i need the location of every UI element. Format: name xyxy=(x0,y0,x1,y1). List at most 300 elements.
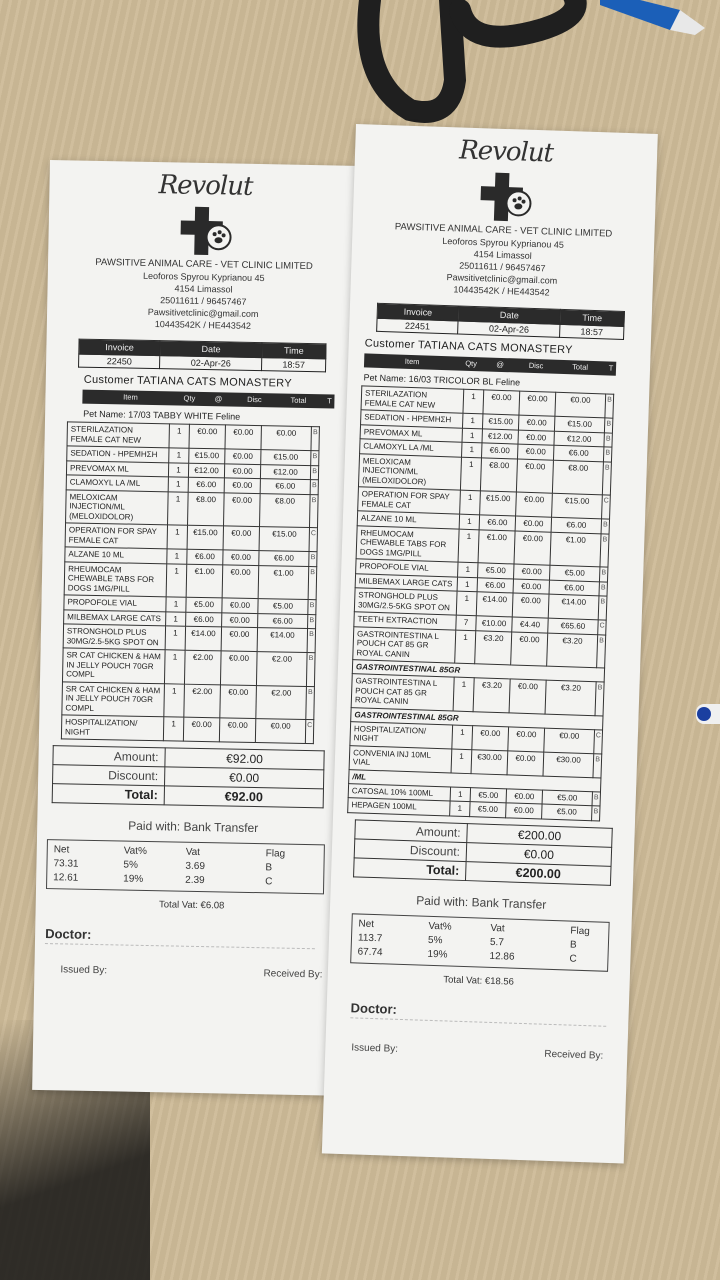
col-disc: Disc xyxy=(528,360,544,371)
phones: 25011611 / 96457467 xyxy=(459,260,546,274)
discount-value: €0.00 xyxy=(466,842,612,866)
item-name: MILBEMAX LARGE CATS xyxy=(355,573,457,591)
items-header xyxy=(364,353,616,375)
table-row xyxy=(64,561,317,599)
item-flag: C xyxy=(305,720,314,744)
item-name: MILBEMAX LARGE CATS xyxy=(64,609,166,625)
item-disc: €0.00 xyxy=(514,530,551,565)
item-price: €8.00 xyxy=(188,492,225,526)
vat-cell: 12.61 xyxy=(53,872,79,884)
item-total: €15.00 xyxy=(554,416,604,432)
invoice-time: 18:57 xyxy=(560,324,624,339)
total-value: €200.00 xyxy=(465,861,611,885)
item-price: €15.00 xyxy=(480,491,517,516)
item-name: RHEUMOCAM CHEWABLE TABS FOR DOGS 1MG/PILL xyxy=(356,525,459,562)
col-at: @ xyxy=(496,359,505,370)
item-qty: 1 xyxy=(458,529,479,563)
item-disc: €0.00 xyxy=(506,803,542,819)
vat-cell: 5% xyxy=(123,859,139,871)
item-disc: €0.00 xyxy=(220,684,257,718)
item-disc: €0.00 xyxy=(224,463,260,478)
item-qty: 1 xyxy=(462,428,482,443)
item-qty: 1 xyxy=(460,490,481,515)
items-table xyxy=(347,385,614,821)
vat-cell: 5% xyxy=(427,934,443,946)
pet-name: Pet Name: 16/03 TRICOLOR BL Feline xyxy=(363,372,521,388)
item-disc: €0.00 xyxy=(515,516,551,532)
customer: Customer TATIANA CATS MONASTERY xyxy=(83,373,293,390)
col-disc: Disc xyxy=(247,394,262,405)
item-qty: 1 xyxy=(455,630,476,664)
doctor-label: Doctor: xyxy=(45,926,315,949)
item-disc: €0.00 xyxy=(516,492,553,517)
item-disc: €0.00 xyxy=(512,593,549,618)
item-flag: B xyxy=(310,480,318,495)
item-disc: €0.00 xyxy=(223,526,259,551)
item-qty: 1 xyxy=(167,549,187,564)
vat-cell: C xyxy=(265,876,273,888)
invoice-label: Invoice xyxy=(79,339,161,356)
item-qty: 1 xyxy=(462,442,482,457)
item-price: €6.00 xyxy=(188,477,224,492)
item-name: STRONGHOLD PLUS 30MG/2.5-5KG SPOT ON xyxy=(63,624,165,650)
item-name: GASTROINTESTINA L POUCH CAT 85 GR ROYAL CANIN xyxy=(353,626,456,663)
item-name: PREVOMAX ML xyxy=(360,424,462,442)
item-price: €15.00 xyxy=(482,414,518,430)
item-total: €6.00 xyxy=(258,613,308,628)
col-total: Total xyxy=(290,395,307,405)
item-price: €2.00 xyxy=(184,650,221,684)
paid-with: Paid with: Bank Transfer xyxy=(128,818,259,836)
item-qty: 1 xyxy=(463,389,484,414)
item-name: TEETH EXTRACTION xyxy=(354,612,456,630)
total-label: Total: xyxy=(354,857,467,880)
vat-cell: 19% xyxy=(123,873,144,885)
item-price: €12.00 xyxy=(482,428,518,444)
item-price: €6.00 xyxy=(479,515,515,531)
amount-label: Amount: xyxy=(53,746,165,767)
item-flag: C xyxy=(309,528,318,552)
items-table xyxy=(61,421,320,744)
item-qty: 1 xyxy=(163,717,183,741)
invoice-info xyxy=(376,303,625,340)
item-name: HEPAGEN 100ML xyxy=(348,798,450,816)
vat-cell: Flag xyxy=(570,925,591,937)
item-flag: B xyxy=(311,427,320,451)
item-name: STRONGHOLD PLUS 30MG/2.5-5KG SPOT ON xyxy=(354,588,457,615)
item-total: €6.00 xyxy=(549,580,599,596)
item-price: €1.00 xyxy=(478,529,515,564)
item-price: €0.00 xyxy=(189,424,225,449)
date-label: Date xyxy=(160,341,262,358)
time-label: Time xyxy=(262,343,326,359)
vat-cell: Vat% xyxy=(428,920,452,933)
col-at: @ xyxy=(214,394,223,404)
item-name: OPERATION FOR SPAY FEMALE CAT xyxy=(358,487,461,514)
item-disc: €4.40 xyxy=(512,617,548,633)
item-total: €5.00 xyxy=(258,599,308,614)
vat-cell: 2.39 xyxy=(185,874,205,887)
item-disc: €0.00 xyxy=(519,391,556,416)
item-flag: B xyxy=(311,451,319,466)
item-flag: B xyxy=(598,596,607,620)
item-flag: B xyxy=(306,686,315,720)
date-label: Date xyxy=(458,306,560,324)
pet-name: Pet Name: 17/03 TABBY WHITE Feline xyxy=(83,408,241,422)
item-disc: €0.00 xyxy=(221,627,257,652)
item-flag: B xyxy=(595,682,604,716)
item-total: €0.00 xyxy=(555,392,606,418)
item-flag: B xyxy=(310,465,318,480)
item-flag: B xyxy=(605,394,614,418)
totals xyxy=(52,745,325,808)
item-flag: B xyxy=(306,653,315,687)
item-name: STERILAZATION FEMALE CAT NEW xyxy=(67,422,169,448)
item-price: €6.00 xyxy=(482,443,518,459)
item-flag: B xyxy=(308,600,316,615)
signature: Revolut xyxy=(458,135,554,169)
invoice-label: Invoice xyxy=(377,303,459,321)
item-total: €1.00 xyxy=(258,565,309,599)
total-vat: Total Vat: €18.56 xyxy=(443,973,515,988)
item-disc: €0.00 xyxy=(225,449,261,464)
item-flag: B xyxy=(602,461,611,495)
city: 4154 Limassol xyxy=(174,283,233,295)
item-total: €12.00 xyxy=(554,431,604,447)
item-total: €15.00 xyxy=(259,527,309,552)
item-disc: €0.00 xyxy=(509,679,546,714)
city: 4154 Limassol xyxy=(473,248,532,261)
item-total: €2.00 xyxy=(256,652,307,686)
item-disc: €0.00 xyxy=(225,425,261,450)
item-disc: €0.00 xyxy=(224,492,261,526)
item-name: SEDATION - ΗΡΕΜΗΣΗ xyxy=(67,446,169,462)
signoff xyxy=(60,964,322,980)
item-qty: 1 xyxy=(168,462,188,477)
paid-with: Paid with: Bank Transfer xyxy=(416,892,547,912)
item-qty: 1 xyxy=(169,424,189,448)
item-price: €0.00 xyxy=(472,725,509,750)
company-name: PAWSITIVE ANIMAL CARE - VET CLINIC LIMITED xyxy=(394,221,613,240)
item-qty: 1 xyxy=(459,514,479,529)
col-item: Item xyxy=(404,356,420,367)
item-qty: 1 xyxy=(452,725,473,750)
item-flag: B xyxy=(604,432,613,447)
received-by: Received By: xyxy=(263,968,323,981)
receipt-left xyxy=(32,160,362,1096)
col-flag: T xyxy=(608,363,614,373)
item-name: HOSPITALIZATION/ NIGHT xyxy=(350,721,453,748)
item-name: CLAMOXYL LA /ML xyxy=(360,439,462,457)
item-name: ALZANE 10 ML xyxy=(65,547,167,563)
item-flag: B xyxy=(601,519,610,534)
item-flag: B xyxy=(592,791,601,806)
item-flag: B xyxy=(604,418,613,433)
item-subline: /ML xyxy=(349,769,601,791)
address: Leoforos Spyrou Kyprianou 45 xyxy=(442,235,565,250)
item-total: €8.00 xyxy=(260,493,311,527)
address: Leoforos Spyrou Kyprianou 45 xyxy=(142,270,265,284)
total-label: Total: xyxy=(52,784,164,805)
item-disc: €0.00 xyxy=(223,550,259,565)
item-price: €10.00 xyxy=(476,616,512,632)
total-value: €92.00 xyxy=(164,786,323,808)
item-name: PREVOMAX ML xyxy=(66,460,168,476)
registration: 10443542K / HE443542 xyxy=(453,284,550,298)
item-total: €14.00 xyxy=(548,594,599,620)
signoff xyxy=(351,1042,603,1061)
vat-cell: C xyxy=(569,953,577,965)
registration: 10443542K / HE443542 xyxy=(154,319,251,331)
item-price: €14.00 xyxy=(185,626,221,651)
customer: Customer TATIANA CATS MONASTERY xyxy=(364,337,573,357)
item-disc: €0.00 xyxy=(222,598,258,613)
item-qty: 1 xyxy=(168,491,189,525)
item-qty: 1 xyxy=(462,413,482,428)
company-name: PAWSITIVE ANIMAL CARE - VET CLINIC LIMITED xyxy=(95,256,313,273)
item-flag: B xyxy=(603,447,612,462)
discount-value: €0.00 xyxy=(165,767,324,789)
item-name: SEDATION - ΗΡΕΜΗΣΗ xyxy=(361,410,463,428)
item-flag: B xyxy=(592,806,601,821)
doctor-label: Doctor: xyxy=(350,1000,606,1026)
amount-label: Amount: xyxy=(355,819,468,842)
invoice-date: 02-Apr-26 xyxy=(160,356,262,371)
clinic-logo-icon xyxy=(172,204,237,257)
item-disc: €0.00 xyxy=(518,430,554,446)
item-disc: €0.00 xyxy=(514,564,550,580)
vat-cell: B xyxy=(569,939,577,951)
item-name: SR CAT CHICKEN & HAM IN JELLY POUCH 70GR COMPL xyxy=(62,648,165,683)
item-flag: B xyxy=(597,634,606,668)
item-qty: 1 xyxy=(457,577,477,592)
item-total: €1.00 xyxy=(550,532,601,567)
item-price: €3.20 xyxy=(473,678,510,713)
phones: 25011611 / 96457467 xyxy=(160,295,247,307)
item-qty: 1 xyxy=(165,626,185,650)
table-row xyxy=(62,648,315,686)
email: Pawsitivetclinic@gmail.com xyxy=(147,306,259,320)
item-name: MELOXICAM INJECTION/ML (MELOXIDOLOR) xyxy=(358,453,461,490)
vat-cell: 113.7 xyxy=(357,932,383,944)
table-row xyxy=(62,681,315,719)
item-qty: 1 xyxy=(166,611,186,626)
item-flag: C xyxy=(598,620,607,635)
item-total: €15.00 xyxy=(261,450,311,465)
item-qty: 1 xyxy=(167,525,187,549)
item-qty: 1 xyxy=(169,448,189,463)
item-total: €0.00 xyxy=(261,426,311,451)
vat-table xyxy=(46,839,325,894)
item-qty: 1 xyxy=(164,683,185,717)
vat-cell: 67.74 xyxy=(357,946,383,958)
item-total: €30.00 xyxy=(543,752,594,778)
discount-label: Discount: xyxy=(53,765,165,786)
item-price: €5.00 xyxy=(186,597,222,612)
item-qty: 1 xyxy=(450,787,470,802)
item-flag: B xyxy=(309,552,317,567)
item-total: €65.60 xyxy=(548,618,598,634)
item-disc: €0.00 xyxy=(513,578,549,594)
item-disc: €0.00 xyxy=(508,726,545,751)
item-total: €2.00 xyxy=(256,685,307,719)
item-price: €6.00 xyxy=(477,577,513,593)
item-price: €5.00 xyxy=(470,802,506,818)
item-price: €6.00 xyxy=(187,549,223,564)
item-disc: €0.00 xyxy=(222,612,258,627)
item-total: €12.00 xyxy=(260,464,310,479)
clinic-logo-icon xyxy=(472,170,538,224)
vat-table xyxy=(350,913,610,972)
vat-cell: Vat xyxy=(490,922,505,934)
item-name: CATOSAL 10% 100ML xyxy=(348,783,450,801)
item-disc: €0.00 xyxy=(219,718,255,743)
received-by: Received By: xyxy=(544,1048,604,1062)
item-qty: 1 xyxy=(166,563,187,597)
invoice-info xyxy=(78,339,327,373)
item-flag: C xyxy=(602,495,611,519)
item-flag: B xyxy=(309,494,318,528)
receipt-right xyxy=(322,124,658,1163)
item-flag: B xyxy=(308,566,317,600)
item-name: MELOXICAM INJECTION/ML (MELOXIDOLOR) xyxy=(66,489,169,524)
item-name: HOSPITALIZATION/ NIGHT xyxy=(61,715,163,741)
signature: Revolut xyxy=(158,170,253,202)
item-flag: B xyxy=(599,581,608,596)
item-total: €6.00 xyxy=(260,479,310,494)
total-vat: Total Vat: €6.08 xyxy=(158,899,225,912)
item-qty: 1 xyxy=(164,650,185,684)
col-qty: Qty xyxy=(183,393,196,403)
item-price: €0.00 xyxy=(483,390,520,415)
issued-by: Issued By: xyxy=(60,964,108,977)
item-total: €3.20 xyxy=(547,633,598,668)
item-total: €0.00 xyxy=(544,728,595,754)
item-disc: €0.00 xyxy=(220,651,257,685)
vat-cell: 3.69 xyxy=(185,860,206,873)
vat-cell: B xyxy=(265,862,273,874)
col-total: Total xyxy=(571,362,589,372)
item-total: €5.00 xyxy=(542,804,592,820)
item-flag: B xyxy=(599,567,608,582)
item-disc: €0.00 xyxy=(518,415,554,431)
vat-cell: Net xyxy=(53,844,70,856)
item-qty: 1 xyxy=(460,457,481,491)
time-label: Time xyxy=(560,309,624,326)
item-total: €5.00 xyxy=(549,565,599,581)
items-header xyxy=(82,390,334,409)
amount-value: €92.00 xyxy=(165,748,324,770)
item-price: €15.00 xyxy=(189,448,225,463)
item-qty: 7 xyxy=(456,615,476,630)
vat-cell: Vat xyxy=(185,846,201,859)
col-flag: T xyxy=(327,396,332,406)
invoice-date: 02-Apr-26 xyxy=(458,321,560,337)
item-qty: 1 xyxy=(456,591,477,616)
item-total: €8.00 xyxy=(552,460,603,495)
item-total: €6.00 xyxy=(259,551,309,566)
discount-label: Discount: xyxy=(354,838,467,861)
item-name: PROPOFOLE VIAL xyxy=(64,595,166,611)
pen-cap xyxy=(690,690,720,740)
scissors xyxy=(340,0,600,130)
vat-cell: Flag xyxy=(265,848,286,860)
item-total: €14.00 xyxy=(257,628,307,653)
item-price: €0.00 xyxy=(183,717,219,742)
item-disc: €0.00 xyxy=(511,631,548,666)
item-disc: €0.00 xyxy=(507,750,544,775)
pen xyxy=(600,0,710,50)
item-price: €12.00 xyxy=(188,463,224,478)
item-total: €3.20 xyxy=(545,680,596,715)
invoice-number: 22451 xyxy=(377,318,459,334)
vat-cell: 5.7 xyxy=(489,936,505,948)
item-subline: GASTROINTESTINAL 85GR xyxy=(352,660,604,682)
item-disc: €0.00 xyxy=(222,564,259,598)
invoice-number: 22450 xyxy=(79,354,160,369)
vat-cell: Vat% xyxy=(123,845,148,857)
item-flag: B xyxy=(308,614,316,629)
item-price: €15.00 xyxy=(187,525,223,550)
table-row xyxy=(66,489,319,527)
item-qty: 1 xyxy=(166,597,186,612)
item-price: €6.00 xyxy=(186,612,222,627)
item-total: €6.00 xyxy=(553,445,603,461)
item-total: €15.00 xyxy=(552,493,603,519)
item-disc: €0.00 xyxy=(506,788,542,804)
item-price: €5.00 xyxy=(478,563,514,579)
item-disc: €0.00 xyxy=(517,444,553,460)
item-disc: €0.00 xyxy=(224,478,260,493)
vat-cell: 73.31 xyxy=(53,858,79,870)
item-name: RHEUMOCAM CHEWABLE TABS FOR DOGS 1MG/PILL xyxy=(64,561,167,596)
col-item: Item xyxy=(123,392,138,402)
item-name: GASTROINTESTINA L POUCH CAT 85 GR ROYAL CANIN xyxy=(351,674,454,711)
item-qty: 1 xyxy=(458,562,478,577)
table-row xyxy=(61,715,313,744)
item-price: €30.00 xyxy=(471,749,508,774)
item-price: €14.00 xyxy=(476,592,513,617)
item-price: €1.00 xyxy=(186,564,223,598)
item-total: €6.00 xyxy=(551,517,601,533)
item-price: €5.00 xyxy=(470,787,506,803)
totals xyxy=(353,819,613,886)
item-flag: B xyxy=(307,629,316,653)
amount-value: €200.00 xyxy=(467,823,613,847)
vat-cell: Net xyxy=(358,918,375,930)
item-qty: 1 xyxy=(453,677,474,711)
item-flag: B xyxy=(593,753,602,777)
item-qty: 1 xyxy=(451,749,472,774)
item-disc: €0.00 xyxy=(516,459,553,494)
item-flag: B xyxy=(600,533,609,567)
item-name: ALZANE 10 ML xyxy=(357,511,459,529)
item-name: CONVENIA INJ 10ML VIAL xyxy=(349,745,452,772)
issued-by: Issued By: xyxy=(351,1041,399,1055)
item-total: €0.00 xyxy=(255,719,305,744)
item-name: CLAMOXYL LA /ML xyxy=(66,475,168,491)
item-name: SR CAT CHICKEN & HAM IN JELLY POUCH 70GR COMPL xyxy=(62,681,165,716)
item-price: €8.00 xyxy=(480,457,517,492)
item-qty: 1 xyxy=(168,477,188,492)
vat-cell: 19% xyxy=(427,948,448,960)
item-flag: C xyxy=(594,729,603,753)
item-price: €3.20 xyxy=(475,630,512,665)
email: Pawsitivetclinic@gmail.com xyxy=(446,272,558,286)
item-name: STERILAZATION FEMALE CAT NEW xyxy=(361,386,464,413)
item-price: €2.00 xyxy=(184,684,221,718)
item-total: €5.00 xyxy=(542,790,592,806)
